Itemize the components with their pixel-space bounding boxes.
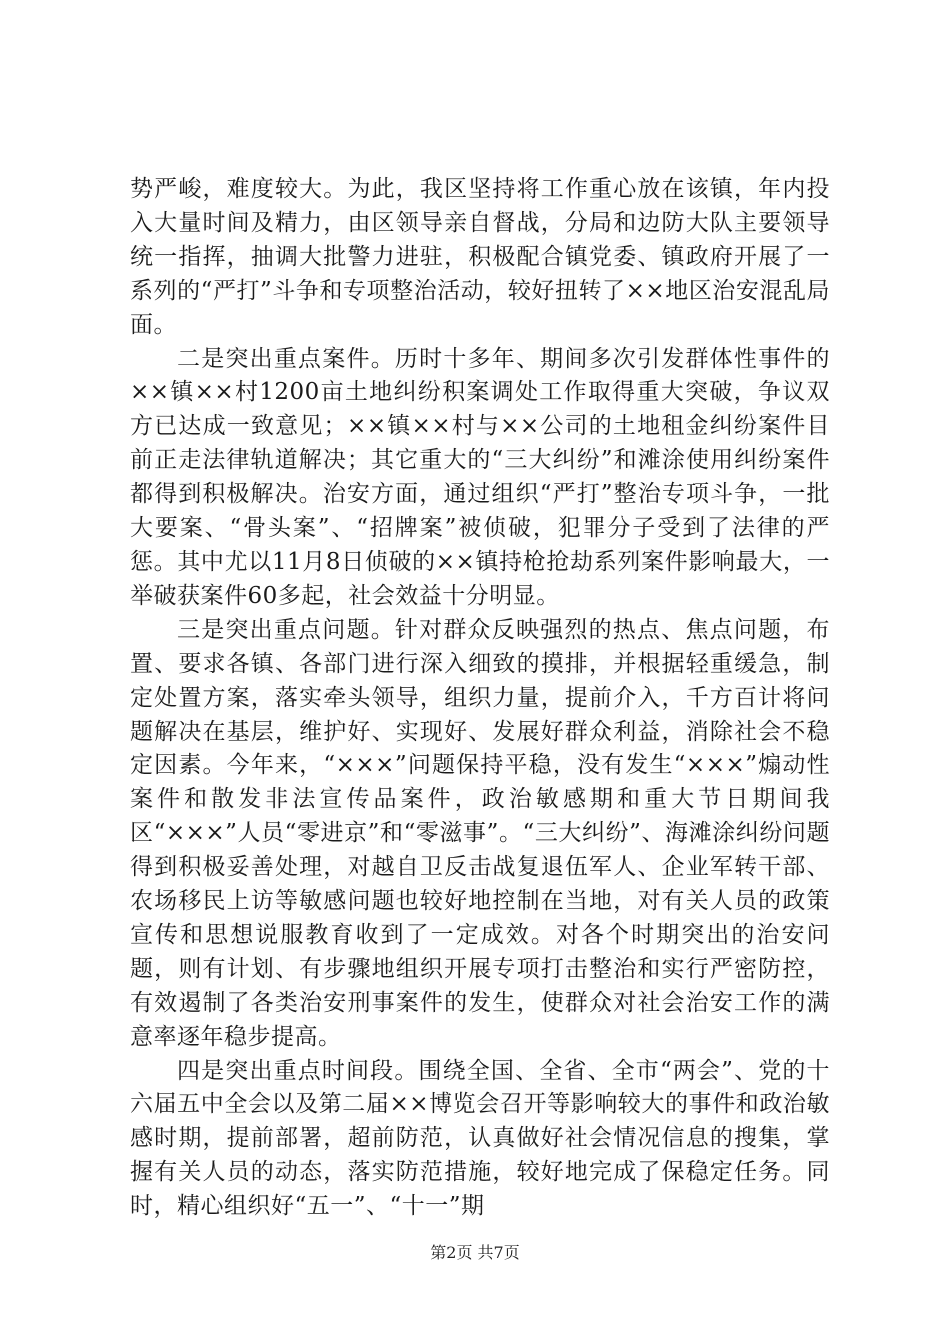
paragraph-3: 三是突出重点问题。针对群众反映强烈的热点、焦点问题，布置、要求各镇、各部门进行深入细致的摸排，并根据轻重缓急，制定处置方案，落实牵头领导，组织力量，提前介入，千方百计将问题解决在基层，维护好、实现好、发展好群众利益，消除社会不稳定因素。今年来，“×××”问题保持平稳，没有发生“×××”煽动性案件和散发非法宣传品案件，政治敏感期和重大节日期间我区“×××”人员“零进京”和“零滋事”。“三大纠纷”、海滩涂纠纷问题得到积极妥善处理，对越自卫反击战复退伍军人、企业军转干部、农场移民上访等敏感问题也较好地控制在当地，对有关人员的政策宣传和思想说服教育收到了一定成效。对各个时期突出的治安问题，则有计划、有步骤地组织开展专项打击整治和实行严密防控，有效遏制了各类治安刑事案件的发生，使群众对社会治安工作的满意率逐年稳步提高。 <box>130 616 830 1050</box>
page-footer: 第2页 共7页 <box>430 1243 520 1262</box>
paragraph-1: 势严峻，难度较大。为此，我区坚持将工作重心放在该镇，年内投入大量时间及精力，由区领导亲自督战，分局和边防大队主要领导统一指挥，抽调大批警力进驻，积极配合镇党委、镇政府开展了一系列的“严打”斗争和专项整治活动，较好扭转了××地区治安混乱局面。 <box>130 176 830 338</box>
body-text <box>130 173 830 1224</box>
paragraph-2: 二是突出重点案件。历时十多年、期间多次引发群体性事件的××镇××村1200亩土地纠纷积案调处工作取得重大突破，争议双方已达成一致意见；××镇××村与××公司的土地租金纠纷案件目前正走法律轨道解决；其它重大的“三大纠纷”和滩涂使用纠纷案件都得到积极解决。治安方面，通过组织“严打”整治专项斗争，一批大要案、“骨头案”、“招牌案”被侦破，犯罪分子受到了法律的严惩。其中尤以11月8日侦破的××镇持枪抢劫系列案件影响最大，一举破获案件60多起，社会效益十分明显。 <box>130 345 830 609</box>
paragraph-4: 四是突出重点时间段。围绕全国、全省、全市“两会”、党的十六届五中全会以及第二届××博览会召开等影响较大的事件和政治敏感时期，提前部署，超前防范，认真做好社会情况信息的搜集，掌握有关人员的动态，落实防范措施，较好地完成了保稳定任务。同时，精心组织好“五一”、“十一”期 <box>130 1057 830 1220</box>
